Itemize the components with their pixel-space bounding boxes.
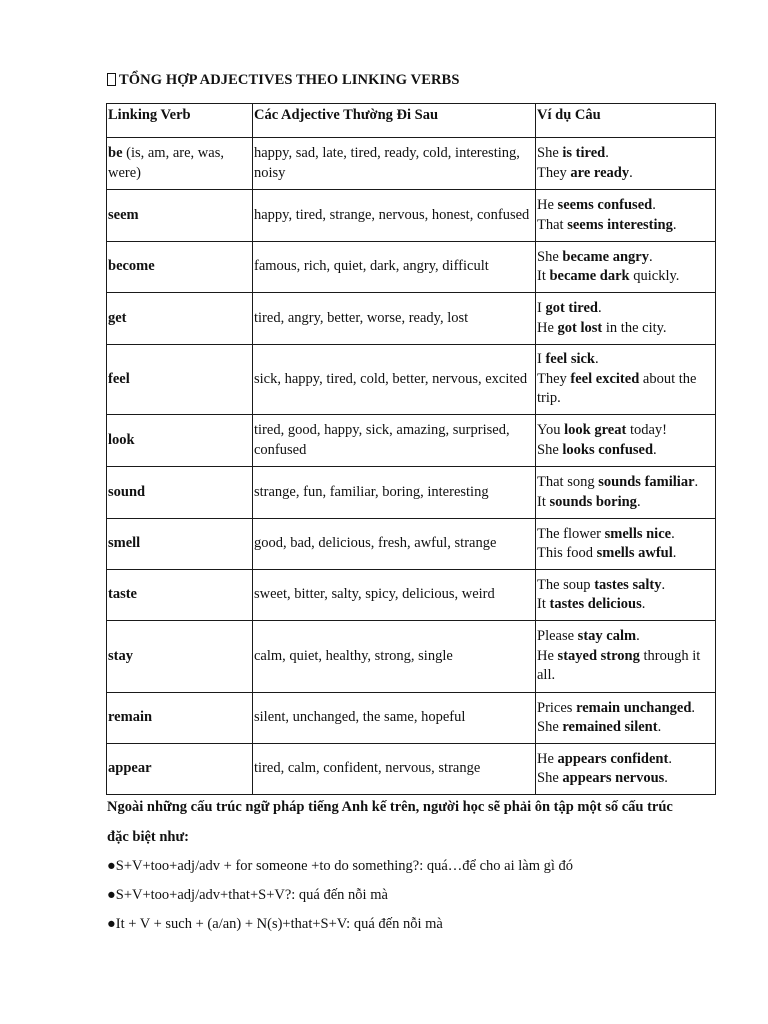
example-text: .	[636, 493, 641, 510]
example-sentence	[537, 525, 714, 545]
example-phrase-bold: seems confused	[557, 197, 653, 213]
example-sentence	[537, 196, 714, 216]
verb-cell	[107, 415, 253, 467]
header-examples: Ví dụ Câu	[536, 104, 716, 138]
example-sentence	[537, 493, 714, 513]
table-row	[107, 519, 716, 570]
adjectives-cell: famous, rich, quiet, dark, angry, difficult	[253, 242, 536, 293]
example-text: about the trip.	[537, 370, 697, 407]
missing-glyph-icon	[107, 73, 116, 86]
example-text: .	[672, 545, 677, 561]
example-phrase-bold: remain unchanged	[576, 699, 692, 716]
example-sentence	[537, 473, 714, 493]
example-text: She	[537, 248, 563, 265]
example-sentence	[537, 144, 714, 164]
verb-text: remain	[108, 709, 153, 726]
verb-text: get	[108, 309, 127, 326]
example-sentence	[537, 544, 714, 564]
adjectives-cell: tired, calm, confident, nervous, strange	[253, 744, 536, 795]
verb-cell	[107, 744, 253, 795]
verb-text: seem	[108, 206, 139, 223]
example-phrase-bold: feel excited	[570, 370, 640, 387]
example-phrase-bold: sounds boring	[549, 493, 637, 510]
example-text: Prices	[537, 699, 577, 716]
examples-cell	[536, 570, 716, 621]
example-text: He	[537, 197, 558, 213]
example-text: .	[597, 300, 602, 316]
notes-lead-line1: Ngoài những cấu trúc ngữ pháp tiếng Anh kế trên, người học sẽ phải ôn tập một số cấu trúc	[107, 799, 673, 815]
adjectives-cell: good, bad, delicious, fresh, awful, strange	[253, 519, 536, 570]
example-sentence	[537, 576, 714, 596]
example-text: The flower	[537, 525, 605, 542]
example-sentence	[537, 299, 714, 319]
example-phrase-bold: tastes salty	[594, 576, 662, 593]
example-text: .	[636, 628, 640, 645]
verb-cell	[107, 467, 253, 519]
example-text: They	[537, 164, 571, 181]
examples-cell	[536, 693, 716, 744]
verb-text: be	[108, 145, 123, 161]
verb-text: become	[108, 258, 155, 275]
verb-text: appear	[108, 760, 152, 777]
example-text: That	[537, 216, 568, 233]
verb-cell	[107, 621, 253, 693]
verb-text: sound	[108, 483, 146, 500]
example-sentence	[537, 370, 714, 409]
example-text: through it all.	[537, 647, 701, 684]
examples-cell	[536, 293, 716, 345]
example-sentence	[537, 164, 714, 184]
example-text: today!	[626, 422, 667, 438]
example-text: .	[661, 576, 666, 593]
examples-cell	[536, 242, 716, 293]
example-phrase-bold: feel sick	[545, 351, 595, 368]
verb-text: look	[108, 431, 135, 448]
example-text: He	[537, 319, 558, 336]
example-text: .	[694, 474, 699, 490]
example-text: .	[641, 596, 646, 612]
adjectives-cell: sweet, bitter, salty, spicy, delicious, weird	[253, 570, 536, 621]
verb-note: (is, am, are, was, were)	[108, 145, 224, 181]
example-sentence	[537, 319, 714, 339]
adjectives-cell: tired, angry, better, worse, ready, lost	[253, 293, 536, 345]
example-text: It	[537, 596, 550, 612]
verb-cell	[107, 345, 253, 415]
notes-section	[107, 792, 727, 939]
notes-lead-line2: đặc biệt như:	[107, 829, 190, 845]
examples-cell	[536, 415, 716, 467]
example-text: She	[537, 770, 563, 786]
example-text: It	[537, 493, 550, 510]
example-sentence	[537, 647, 714, 686]
example-phrase-bold: smells awful	[596, 545, 673, 561]
example-text: .	[672, 216, 677, 233]
document-title	[107, 72, 459, 89]
example-text: .	[652, 197, 656, 213]
table-row	[107, 621, 716, 693]
example-phrase-bold: remained silent	[562, 719, 658, 735]
verb-cell	[107, 293, 253, 345]
example-text: It	[537, 268, 550, 284]
example-sentence	[537, 216, 714, 236]
example-text: in the city.	[602, 319, 667, 336]
header-linking-verb: Linking Verb	[107, 104, 253, 138]
example-text: She	[537, 145, 563, 161]
verb-cell	[107, 138, 253, 190]
example-phrase-bold: stayed strong	[557, 647, 640, 664]
verb-cell	[107, 190, 253, 242]
linking-verbs-table	[106, 103, 716, 795]
table-row	[107, 293, 716, 345]
example-sentence	[537, 441, 714, 461]
table-row	[107, 570, 716, 621]
verb-cell	[107, 693, 253, 744]
example-text: You	[537, 422, 565, 438]
example-sentence	[537, 699, 714, 719]
example-sentence	[537, 718, 714, 738]
example-text: Please	[537, 628, 578, 645]
example-text: I	[537, 300, 546, 316]
notes-bullet: ●S+V+too+adj/adv+that+S+V?: quá đến nỗi mà	[107, 887, 388, 903]
table-row	[107, 345, 716, 415]
example-text: That song	[537, 474, 599, 490]
table-row	[107, 467, 716, 519]
examples-cell	[536, 519, 716, 570]
example-text: .	[648, 248, 653, 265]
verb-text: feel	[108, 370, 130, 387]
notes-bullet: ●S+V+too+adj/adv + for someone +to do something?: quá…để cho ai làm gì đó	[107, 858, 574, 874]
adjectives-cell: happy, sad, late, tired, ready, cold, interesting, noisy	[253, 138, 536, 190]
header-adjectives: Các Adjective Thường Đi Sau	[253, 104, 536, 138]
example-text: quickly.	[629, 268, 680, 284]
examples-cell	[536, 345, 716, 415]
notes-bullet: ●It + V + such + (a/an) + N(s)+that+S+V: quá đến nỗi mà	[107, 916, 443, 932]
example-sentence	[537, 267, 714, 287]
adjectives-cell: sick, happy, tired, cold, better, nervous, excited	[253, 345, 536, 415]
example-text: They	[537, 370, 571, 387]
adjectives-cell: tired, good, happy, sick, amazing, surprised, confused	[253, 415, 536, 467]
example-phrase-bold: appears confident	[557, 750, 669, 767]
table-header-row	[107, 104, 716, 138]
example-text: .	[668, 750, 672, 767]
example-text: This food	[537, 545, 597, 561]
example-text: .	[671, 525, 675, 542]
example-text: She	[537, 719, 563, 735]
example-text: .	[691, 699, 696, 716]
adjectives-cell: strange, fun, familiar, boring, interesting	[253, 467, 536, 519]
verb-text: taste	[108, 586, 137, 603]
table-row	[107, 744, 716, 795]
example-phrase-bold: looks confused	[562, 441, 654, 458]
example-text: She	[537, 441, 563, 458]
example-phrase-bold: became dark	[549, 268, 630, 284]
verb-cell	[107, 570, 253, 621]
example-phrase-bold: appears nervous	[562, 770, 665, 786]
examples-cell	[536, 190, 716, 242]
example-text: He	[537, 647, 558, 664]
example-sentence	[537, 595, 714, 615]
table-row	[107, 138, 716, 190]
example-text: .	[664, 770, 668, 786]
example-phrase-bold: seems interesting	[567, 216, 673, 233]
example-text: .	[595, 351, 599, 368]
adjectives-cell: silent, unchanged, the same, hopeful	[253, 693, 536, 744]
examples-cell	[536, 467, 716, 519]
example-phrase-bold: got tired	[545, 300, 598, 316]
table-row	[107, 415, 716, 467]
example-text: .	[605, 145, 609, 161]
examples-cell	[536, 621, 716, 693]
example-sentence	[537, 627, 714, 647]
table-row	[107, 190, 716, 242]
example-phrase-bold: got lost	[557, 319, 603, 336]
example-phrase-bold: look great	[564, 422, 627, 438]
example-phrase-bold: tastes delicious	[549, 596, 642, 612]
example-text: The soup	[537, 576, 595, 593]
examples-cell	[536, 138, 716, 190]
example-phrase-bold: sounds familiar	[598, 474, 695, 490]
example-text: .	[657, 719, 662, 735]
example-phrase-bold: stay calm	[577, 628, 637, 645]
verb-text: stay	[108, 647, 133, 664]
example-sentence	[537, 750, 714, 770]
example-text: .	[629, 164, 633, 181]
title-text: TỔNG HỢP ADJECTIVES THEO LINKING VERBS	[119, 72, 460, 88]
example-sentence	[537, 769, 714, 789]
table-row	[107, 242, 716, 293]
example-sentence	[537, 350, 714, 370]
adjectives-cell: happy, tired, strange, nervous, honest, confused	[253, 190, 536, 242]
verb-text: smell	[108, 535, 141, 552]
example-phrase-bold: smells nice	[604, 525, 672, 542]
example-sentence	[537, 248, 714, 268]
example-phrase-bold: is tired	[562, 145, 606, 161]
table-row	[107, 693, 716, 744]
example-text: .	[653, 441, 657, 458]
example-text: I	[537, 351, 546, 368]
examples-cell	[536, 744, 716, 795]
example-phrase-bold: became angry	[562, 248, 649, 265]
verb-cell	[107, 242, 253, 293]
verb-cell	[107, 519, 253, 570]
example-sentence	[537, 421, 714, 441]
adjectives-cell: calm, quiet, healthy, strong, single	[253, 621, 536, 693]
example-text: He	[537, 750, 558, 767]
example-phrase-bold: are ready	[570, 164, 630, 181]
